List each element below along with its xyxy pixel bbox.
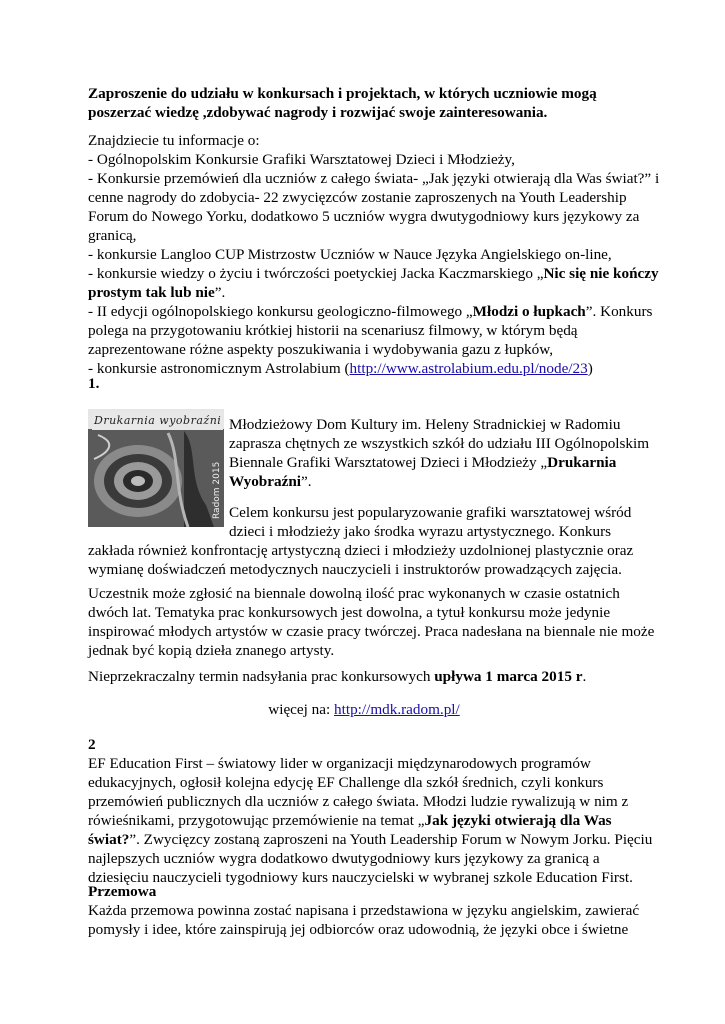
section-2-line-7: dziesięciu nauczycieli tygodniowy kurs nauczycielski w wybranej szkole Education First. xyxy=(88,869,633,886)
drukarnia-close: ”. xyxy=(301,473,312,490)
more-line xyxy=(88,700,640,719)
ef-topic-text: rówieśnikami, przygotowując przemówienie na temat „ xyxy=(88,812,425,829)
drukarnia-title-1: Drukarnia xyxy=(547,454,617,471)
section-1-line-7: zakłada również konfrontację artystyczną dzieci i młodzieży uzdolnionej plastycznie oraz xyxy=(88,542,634,559)
speech-line-2: pomysły i idee, które zainspirują jej odbiorców oraz udowodnią, że języki obce i świetne xyxy=(88,921,629,938)
drukarnia-text: Biennale Grafiki Warsztatowej Dzieci i Młodzieży „ xyxy=(229,454,548,471)
mdk-link[interactable]: http://mdk.radom.pl/ xyxy=(334,701,460,718)
intro-lead: Znajdziecie tu informacje o: xyxy=(88,132,260,149)
deadline-line xyxy=(88,667,640,686)
section-1-line-8: wymianę doświadczeń metodycznych nauczycieli i instruktorów prowadzących zajęcia. xyxy=(88,561,622,578)
poster-title: Drukarnia wyobraźni xyxy=(92,411,223,430)
section-1-intro xyxy=(229,415,649,491)
geology-text: - II edycji ogólnopolskiego konkursu geologiczno-filmowego „ xyxy=(88,303,473,320)
section-2-line-2: edukacyjnych, ogłosił kolejna edycję EF Challenge dla szkół średnich, czyli konkurs xyxy=(88,774,604,791)
speech-line-1: Każda przemowa powinna zostać napisana i przedstawiona w języku angielskim, zawierać xyxy=(88,902,640,919)
section-1-number xyxy=(88,374,640,393)
section-1-line-5: Celem konkursu jest popularyzowanie grafiki warsztatowej wśród xyxy=(229,504,632,521)
intro-list xyxy=(88,131,660,378)
drukarnia-poster-image xyxy=(88,409,224,527)
section-2-line-1: EF Education First – światowy lider w organizacji międzynarodowych programów xyxy=(88,755,591,772)
deadline-text: Nieprzekraczalny termin nadsyłania prac konkursowych xyxy=(88,668,435,685)
section-1-line-6: dzieci i młodzieży jako środka wyrazu artystycznego. Konkurs xyxy=(229,523,612,540)
geology-text-after: ”. Konkurs xyxy=(585,303,653,320)
section-1-line-1: Młodzieżowy Dom Kultury im. Heleny Stradnickiej w Radomiu xyxy=(229,416,621,433)
section-1-line-12: jednak być kopią dzieła znanego artysty. xyxy=(88,642,335,659)
section-1-goal-cont xyxy=(88,541,640,579)
section-1-line-4 xyxy=(229,472,649,491)
intro-item-kaczmarski-cont xyxy=(88,283,640,302)
intro-item-langloo: - konkursie Langloo CUP Mistrzostw Uczniów w Nauce Języka Angielskiego on-line, xyxy=(88,246,612,263)
intro-item-geology-cont-2: zaprezentowane różne aspekty poszukiwania i wydobywania gazu z łupków, xyxy=(88,341,554,358)
astrolabium-close: ) xyxy=(587,360,593,377)
section-1-more xyxy=(88,700,640,719)
astrolabium-text: - konkursie astronomicznym Astrolabium ( xyxy=(88,360,350,377)
geology-title: Młodzi o łupkach xyxy=(472,303,586,320)
speech-section xyxy=(88,882,640,939)
speech-heading: Przemowa xyxy=(88,883,157,900)
poster-side-text: Radom 2015 xyxy=(212,461,222,519)
section-2-line-3: przemówień publicznych dla uczniów z całego świata. Młodzi ludzie rywalizują w nim z xyxy=(88,793,629,810)
section-1-deadline xyxy=(88,667,640,686)
title-line-1: Zaproszenie do udziału w konkursach i projektach, w których uczniowie mogą xyxy=(88,85,597,102)
section-1-line-2: zaprasza chętnych ze wszystkich szkół do udziału III Ogólnopolskim xyxy=(229,435,650,452)
kaczmarski-title-part-2: prostym tak lub nie xyxy=(88,284,215,301)
intro-item-geology xyxy=(88,302,653,321)
section-1-rules xyxy=(88,584,655,660)
kaczmarski-close: ”. xyxy=(214,284,226,301)
section-2-line-4 xyxy=(88,811,640,830)
ef-topic-title-1: Jak języki otwierają dla Was xyxy=(424,812,612,829)
title-line-2: poszerzać wiedzę ,zdobywać nagrody i rozwijać swoje zainteresowania. xyxy=(88,104,548,121)
section-1-line-11: inspirować młodych artystów w czasie pracy twórczej. Praca nadesłana na biennale nie może xyxy=(88,623,655,640)
ef-topic-after: ”. Zwycięzcy zostaną zaproszeni na Youth Leadership Forum w Nowym Jorku. Pięciu xyxy=(129,831,653,848)
document-title xyxy=(88,84,640,122)
section-2-line-5 xyxy=(88,830,653,849)
section-2-line-6: najlepszych uczniów wygra dodatkowo dwutygodniowy kurs językowy za granicą a xyxy=(88,850,600,867)
intro-item-speech: - Konkursie przemówień dla uczniów z całego świata- „Jak języki otwierają dla Was świat?” i xyxy=(88,170,660,187)
kaczmarski-title-part-1: Nic się nie kończy xyxy=(543,265,659,282)
intro-item-speech-cont-1: cenne nagrody do zdobycia- 22 zwycięzców zostanie zaproszenych na Youth Leadership xyxy=(88,189,627,206)
section-1-line-10: dwóch lat. Tematyka prac konkursowych jest dowolna, a tytuł konkursu może jedynie xyxy=(88,604,611,621)
drukarnia-title-2: Wyobraźni xyxy=(229,473,301,490)
more-prefix: więcej na: xyxy=(268,701,335,718)
intro-item-geology-cont-1: polega na przygotowaniu krótkiej historii na scenariusz filmowy, w którym będą xyxy=(88,322,578,339)
intro-item-graphics: - Ogólnopolskim Konkursie Grafiki Warsztatowej Dzieci i Młodzieży, xyxy=(88,151,515,168)
deadline-date: upływa 1 marca 2015 r xyxy=(434,668,583,685)
section-2-number: 2 xyxy=(88,736,96,753)
section-2 xyxy=(88,735,653,887)
intro-item-speech-cont-2: Forum do Nowego Yorku, dodatkowo 5 uczniów wygra dwutygodniowy kurs językowy za xyxy=(88,208,640,225)
section-1-number-text: 1. xyxy=(88,375,100,392)
section-1-line-3 xyxy=(229,453,649,472)
deadline-dot: . xyxy=(582,668,587,685)
intro-item-speech-cont-3: granicą, xyxy=(88,227,137,244)
kaczmarski-text: - konkursie wiedzy o życiu i twórczości poetyckiej Jacka Kaczmarskiego „ xyxy=(88,265,544,282)
section-1-goal xyxy=(229,503,649,541)
astrolabium-link[interactable]: http://www.astrolabium.edu.pl/node/23 xyxy=(349,360,588,377)
intro-item-kaczmarski xyxy=(88,264,659,283)
ef-topic-title-2: świat? xyxy=(88,831,130,848)
section-1-line-9: Uczestnik może zgłosić na biennale dowolną ilość prac wykonanych w czasie ostatnich xyxy=(88,585,620,602)
